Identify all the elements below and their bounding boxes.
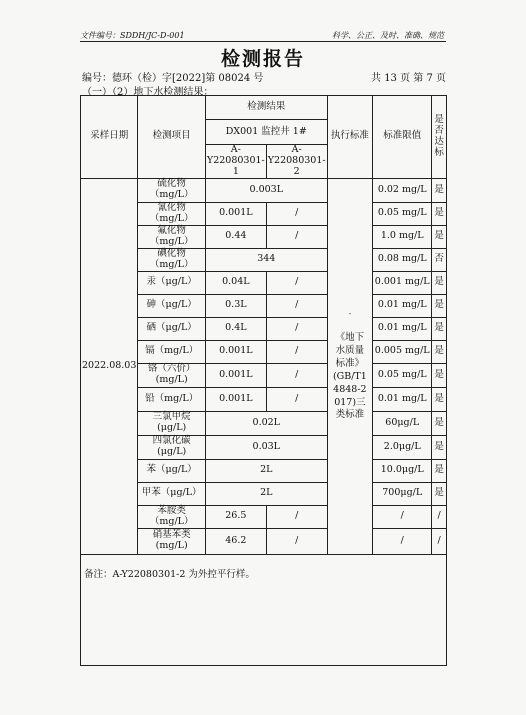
compliance-value: 是	[432, 435, 447, 459]
result-value-2: /	[266, 363, 327, 387]
item-name: 氟化物（mg/L）	[138, 225, 206, 248]
result-value-1: 0.001L	[205, 340, 266, 363]
table-row	[81, 178, 447, 202]
section-title: （一）（2）地下水检测结果：	[82, 87, 214, 98]
result-value: 0.003L	[205, 178, 327, 202]
limit-value: 0.005 mg/L	[373, 340, 432, 363]
result-value-2: /	[266, 387, 327, 411]
compliance-value: 否	[432, 248, 447, 271]
result-value: 2L	[205, 482, 327, 505]
item-name: 四氯化碳(μg/L)	[138, 435, 206, 459]
limit-value: 700μg/L	[373, 482, 432, 505]
limit-value: 0.05 mg/L	[373, 363, 432, 387]
result-value-1: 0.3L	[205, 294, 266, 317]
item-name: 苯胺类（mg/L）	[138, 505, 206, 528]
result-value-1: 26.5	[205, 505, 266, 528]
limit-value: /	[373, 528, 432, 554]
result-value-1: 0.001L	[205, 363, 266, 387]
result-value-1: 0.04L	[205, 271, 266, 294]
standard-dash: -	[348, 310, 352, 319]
header-sample-2: A-Y22080301-2	[267, 144, 326, 177]
compliance-value: /	[432, 505, 447, 528]
limit-value: 1.0 mg/L	[373, 225, 432, 248]
compliance-value: /	[432, 528, 447, 554]
doc-number: 文件编号：SDDH/JC-D-001	[80, 31, 185, 40]
compliance-value: 是	[432, 294, 447, 317]
header-point: DX001 监控井 1#	[205, 120, 327, 145]
result-value: 0.02L	[205, 411, 327, 435]
limit-value: 2.0μg/L	[373, 435, 432, 459]
compliance-value: 是	[432, 340, 447, 363]
limit-value: 0.01 mg/L	[373, 294, 432, 317]
slogan: 科学、公正、及时、准确、规范	[332, 31, 444, 40]
limit-value: 0.08 mg/L	[373, 248, 432, 271]
compliance-value: 是	[432, 387, 447, 411]
header-compliance: 是否达标	[432, 96, 447, 179]
item-name: 三氯甲烷(μg/L)	[138, 411, 206, 435]
item-name: 硫化物（mg/L）	[138, 178, 206, 202]
result-value-2: /	[266, 202, 327, 225]
header-divider	[80, 41, 446, 42]
result-value-1: 0.44	[205, 225, 266, 248]
compliance-value: 是	[432, 482, 447, 505]
item-name: 苯（μg/L）	[138, 459, 206, 482]
compliance-value: 是	[432, 411, 447, 435]
limit-value: 0.01 mg/L	[373, 387, 432, 411]
item-name: 甲苯（μg/L）	[138, 482, 206, 505]
result-value-1: 0.001L	[205, 387, 266, 411]
result-value-2: /	[266, 528, 327, 554]
header-standard: 执行标准	[327, 96, 373, 179]
header-limit: 标准限值	[373, 96, 432, 179]
result-value-1: 0.001L	[205, 202, 266, 225]
report-title: 检测报告	[220, 48, 305, 70]
result-value-2: /	[266, 340, 327, 363]
compliance-value: 是	[432, 271, 447, 294]
compliance-value: 是	[432, 225, 447, 248]
item-name: 碘化物（mg/L）	[138, 248, 206, 271]
item-name: 铅（mg/L）	[138, 387, 206, 411]
result-value-2: /	[266, 317, 327, 340]
limit-value: 0.01 mg/L	[373, 317, 432, 340]
result-value-1: 0.4L	[205, 317, 266, 340]
result-value-2: /	[266, 505, 327, 528]
result-value-1: 46.2	[205, 528, 266, 554]
limit-value: 0.05 mg/L	[373, 202, 432, 225]
compliance-value: 是	[432, 202, 447, 225]
limit-value: 60μg/L	[373, 411, 432, 435]
compliance-value: 是	[432, 363, 447, 387]
item-name: 氰化物（mg/L）	[138, 202, 206, 225]
item-name: 硒（μg/L）	[138, 317, 206, 340]
item-name: 硝基苯类(mg/L)	[138, 528, 206, 554]
compliance-value: 是	[432, 459, 447, 482]
result-value: 344	[205, 248, 327, 271]
limit-value: 10.0μg/L	[373, 459, 432, 482]
result-value: 0.03L	[205, 435, 327, 459]
result-value-2: /	[266, 271, 327, 294]
item-name: 砷（μg/L）	[138, 294, 206, 317]
standard-text: 《地下水质量标准》(GB/T14848-2017)三类标准	[332, 332, 367, 421]
page-count: 共 13 页 第 7 页	[371, 73, 446, 84]
result-value: 2L	[205, 459, 327, 482]
limit-value: 0.001 mg/L	[373, 271, 432, 294]
remark: 备注：A-Y22080301-2 为外控平行样。	[84, 569, 255, 580]
header-sample-1: A-Y22080301-1	[206, 144, 265, 177]
standard-cell	[327, 178, 373, 554]
result-value-2: /	[266, 225, 327, 248]
header-item: 检测项目	[138, 96, 206, 179]
item-name: 镉（mg/L）	[138, 340, 206, 363]
limit-value: 0.02 mg/L	[373, 178, 432, 202]
report-number: 编号：德环（检）字[2022]第 08024 号	[82, 73, 264, 84]
item-name: 铬（六价）(mg/L)	[138, 363, 206, 387]
compliance-value: 是	[432, 178, 447, 202]
header-date: 采样日期	[81, 96, 138, 179]
sampling-date: 2022.08.03	[81, 178, 138, 554]
results-table	[80, 95, 447, 555]
compliance-value: 是	[432, 317, 447, 340]
header-result: 检测结果	[205, 96, 327, 120]
result-value-2: /	[266, 294, 327, 317]
limit-value: /	[373, 505, 432, 528]
item-name: 汞（μg/L）	[138, 271, 206, 294]
